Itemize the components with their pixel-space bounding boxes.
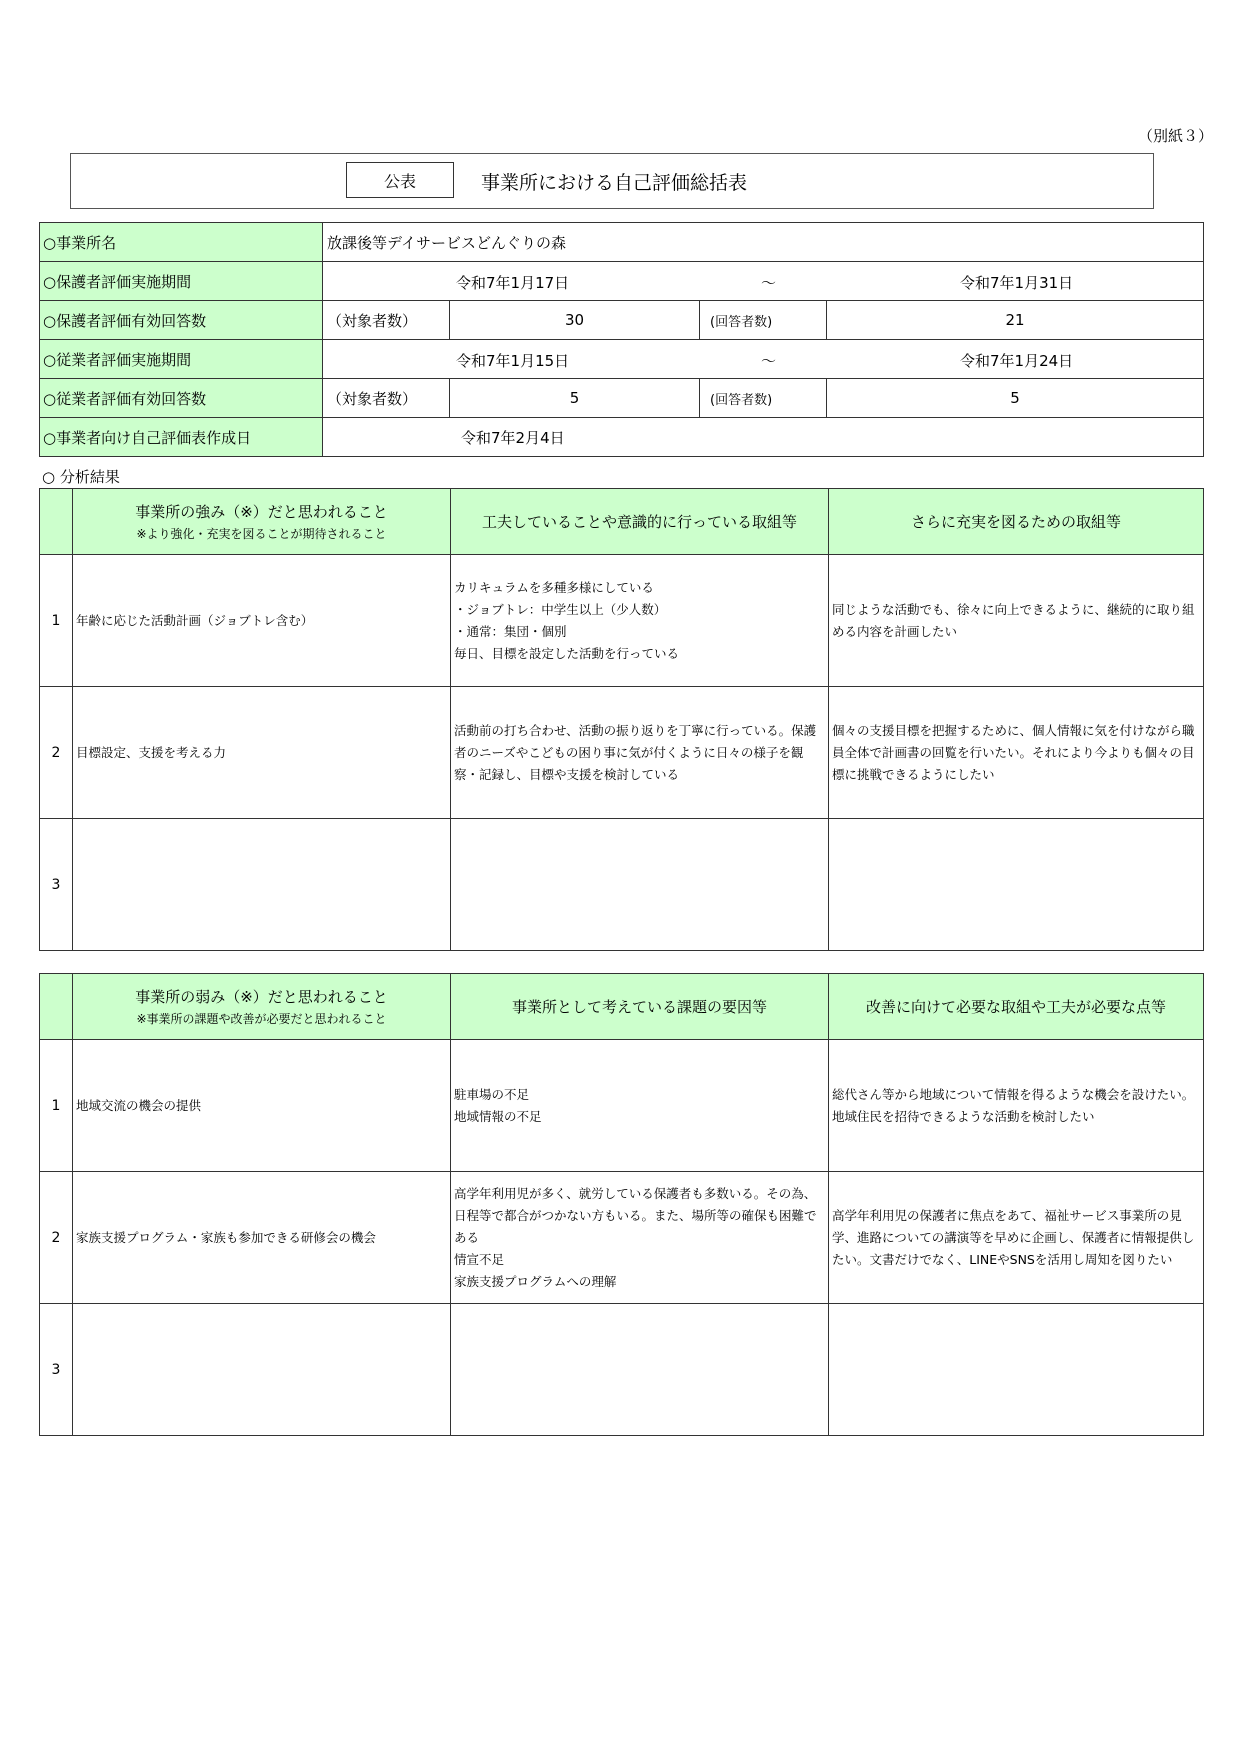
guardian-respondents-value: 21 bbox=[827, 301, 1204, 340]
table-row bbox=[40, 1304, 1204, 1436]
office-name-value: 放課後等デイサービスどんぐりの森 bbox=[323, 223, 1204, 262]
row-number: 1 bbox=[40, 555, 73, 687]
strengths-table bbox=[39, 488, 1204, 951]
analysis-heading: ○ 分析結果 bbox=[42, 468, 120, 486]
appendix-label: （別紙３） bbox=[1138, 127, 1214, 145]
strengths-header-col1-title: 事業所の強み（※）だと思われること bbox=[135, 503, 388, 521]
staff-period-row bbox=[40, 340, 1204, 379]
weaknesses-table bbox=[39, 973, 1204, 1436]
staff-respondent-label: (回答者数) bbox=[700, 379, 827, 418]
info-table bbox=[39, 222, 1204, 457]
created-date-label: ○事業者向け自己評価表作成日 bbox=[40, 418, 323, 457]
row-number: 3 bbox=[40, 819, 73, 951]
strengths-header-col2: 工夫していることや意識的に行っている取組等 bbox=[451, 489, 829, 555]
strength-efforts bbox=[451, 819, 829, 951]
guardian-responses-label: ○保護者評価有効回答数 bbox=[40, 301, 323, 340]
strength-improvement: 同じような活動でも、徐々に向上できるように、継続的に取り組める内容を計画したい bbox=[829, 555, 1204, 687]
office-name-row bbox=[40, 223, 1204, 262]
guardian-period-cell bbox=[323, 262, 1204, 301]
public-label: 公表 bbox=[346, 162, 454, 198]
weakness-improvement bbox=[829, 1304, 1204, 1436]
weakness-item: 地域交流の機会の提供 bbox=[73, 1040, 451, 1172]
title-box bbox=[70, 153, 1154, 209]
strengths-header-col1-sub: ※より強化・充実を図ることが期待されること bbox=[136, 527, 387, 541]
weaknesses-header-row bbox=[40, 974, 1204, 1040]
table-row bbox=[40, 555, 1204, 687]
created-date-cell bbox=[323, 418, 1204, 457]
strength-improvement: 個々の支援目標を把握するために、個人情報に気を付けながら職員全体で計画書の回覧を行いたい。それにより今よりも個々の目標に挑戦できるようにしたい bbox=[829, 687, 1204, 819]
strength-efforts: カリキュラムを多種多様にしている ・ジョブトレ：中学生以上（少人数） ・通常：集団・個別 毎日、目標を設定した活動を行っている bbox=[451, 555, 829, 687]
strength-improvement bbox=[829, 819, 1204, 951]
period-tilde: ～ bbox=[761, 351, 777, 370]
strength-item: 目標設定、支援を考える力 bbox=[73, 687, 451, 819]
weakness-causes: 高学年利用児が多く、就労している保護者も多数いる。その為、日程等で都合がつかない方もいる。また、場所等の確保も困難である 情宣不足 家族支援プログラムへの理解 bbox=[451, 1172, 829, 1304]
staff-period-start: 令和7年1月15日 bbox=[456, 351, 570, 370]
guardian-period-label: ○保護者評価実施期間 bbox=[40, 262, 323, 301]
row-number: 1 bbox=[40, 1040, 73, 1172]
table-row bbox=[40, 1040, 1204, 1172]
created-date-value: 令和7年2月4日 bbox=[461, 428, 565, 447]
weakness-improvement: 総代さん等から地域について情報を得るような機会を設けたい。地域住民を招待できるような活動を検討したい bbox=[829, 1040, 1204, 1172]
weaknesses-header-col1-sub: ※事業所の課題や改善が必要だと思われること bbox=[136, 1012, 387, 1026]
staff-responses-row bbox=[40, 379, 1204, 418]
strength-item bbox=[73, 819, 451, 951]
period-tilde: ～ bbox=[761, 273, 777, 292]
strengths-header-col1 bbox=[73, 489, 451, 555]
staff-responses-label: ○従業者評価有効回答数 bbox=[40, 379, 323, 418]
strengths-header-row bbox=[40, 489, 1204, 555]
table-row bbox=[40, 819, 1204, 951]
table-row bbox=[40, 687, 1204, 819]
weakness-causes bbox=[451, 1304, 829, 1436]
header-blank bbox=[40, 489, 73, 555]
staff-respondents-value: 5 bbox=[827, 379, 1204, 418]
created-date-row bbox=[40, 418, 1204, 457]
strengths-header-col3: さらに充実を図るための取組等 bbox=[829, 489, 1204, 555]
row-number: 3 bbox=[40, 1304, 73, 1436]
weakness-improvement: 高学年利用児の保護者に焦点をあて、福祉サービス事業所の見学、進路についての講演等を早めに企画し、保護者に情報提供したい。文書だけでなく、LINEやSNSを活用し周知を図りたい bbox=[829, 1172, 1204, 1304]
guardian-target-label: （対象者数） bbox=[323, 301, 450, 340]
guardian-period-row bbox=[40, 262, 1204, 301]
staff-period-end: 令和7年1月24日 bbox=[960, 351, 1074, 370]
weakness-item bbox=[73, 1304, 451, 1436]
weaknesses-header-col3: 改善に向けて必要な取組や工夫が必要な点等 bbox=[829, 974, 1204, 1040]
guardian-period-end: 令和7年1月31日 bbox=[960, 273, 1074, 292]
guardian-target-value: 30 bbox=[450, 301, 700, 340]
guardian-responses-row bbox=[40, 301, 1204, 340]
staff-period-cell bbox=[323, 340, 1204, 379]
row-number: 2 bbox=[40, 1172, 73, 1304]
office-name-label: ○事業所名 bbox=[40, 223, 323, 262]
weakness-item: 家族支援プログラム・家族も参加できる研修会の機会 bbox=[73, 1172, 451, 1304]
strength-efforts: 活動前の打ち合わせ、活動の振り返りを丁寧に行っている。保護者のニーズやこどもの困り事に気が付くように日々の様子を観察・記録し、目標や支援を検討している bbox=[451, 687, 829, 819]
row-number: 2 bbox=[40, 687, 73, 819]
weakness-causes: 駐車場の不足 地域情報の不足 bbox=[451, 1040, 829, 1172]
guardian-respondent-label: (回答者数) bbox=[700, 301, 827, 340]
weaknesses-header-col2: 事業所として考えている課題の要因等 bbox=[451, 974, 829, 1040]
weaknesses-header-col1 bbox=[73, 974, 451, 1040]
staff-target-value: 5 bbox=[450, 379, 700, 418]
table-row bbox=[40, 1172, 1204, 1304]
guardian-period-start: 令和7年1月17日 bbox=[456, 273, 570, 292]
staff-period-label: ○従業者評価実施期間 bbox=[40, 340, 323, 379]
staff-target-label: （対象者数） bbox=[323, 379, 450, 418]
strength-item: 年齢に応じた活動計画（ジョブトレ含む） bbox=[73, 555, 451, 687]
header-blank bbox=[40, 974, 73, 1040]
page-title: 事業所における自己評価総括表 bbox=[481, 172, 748, 194]
weaknesses-header-col1-title: 事業所の弱み（※）だと思われること bbox=[135, 988, 388, 1006]
